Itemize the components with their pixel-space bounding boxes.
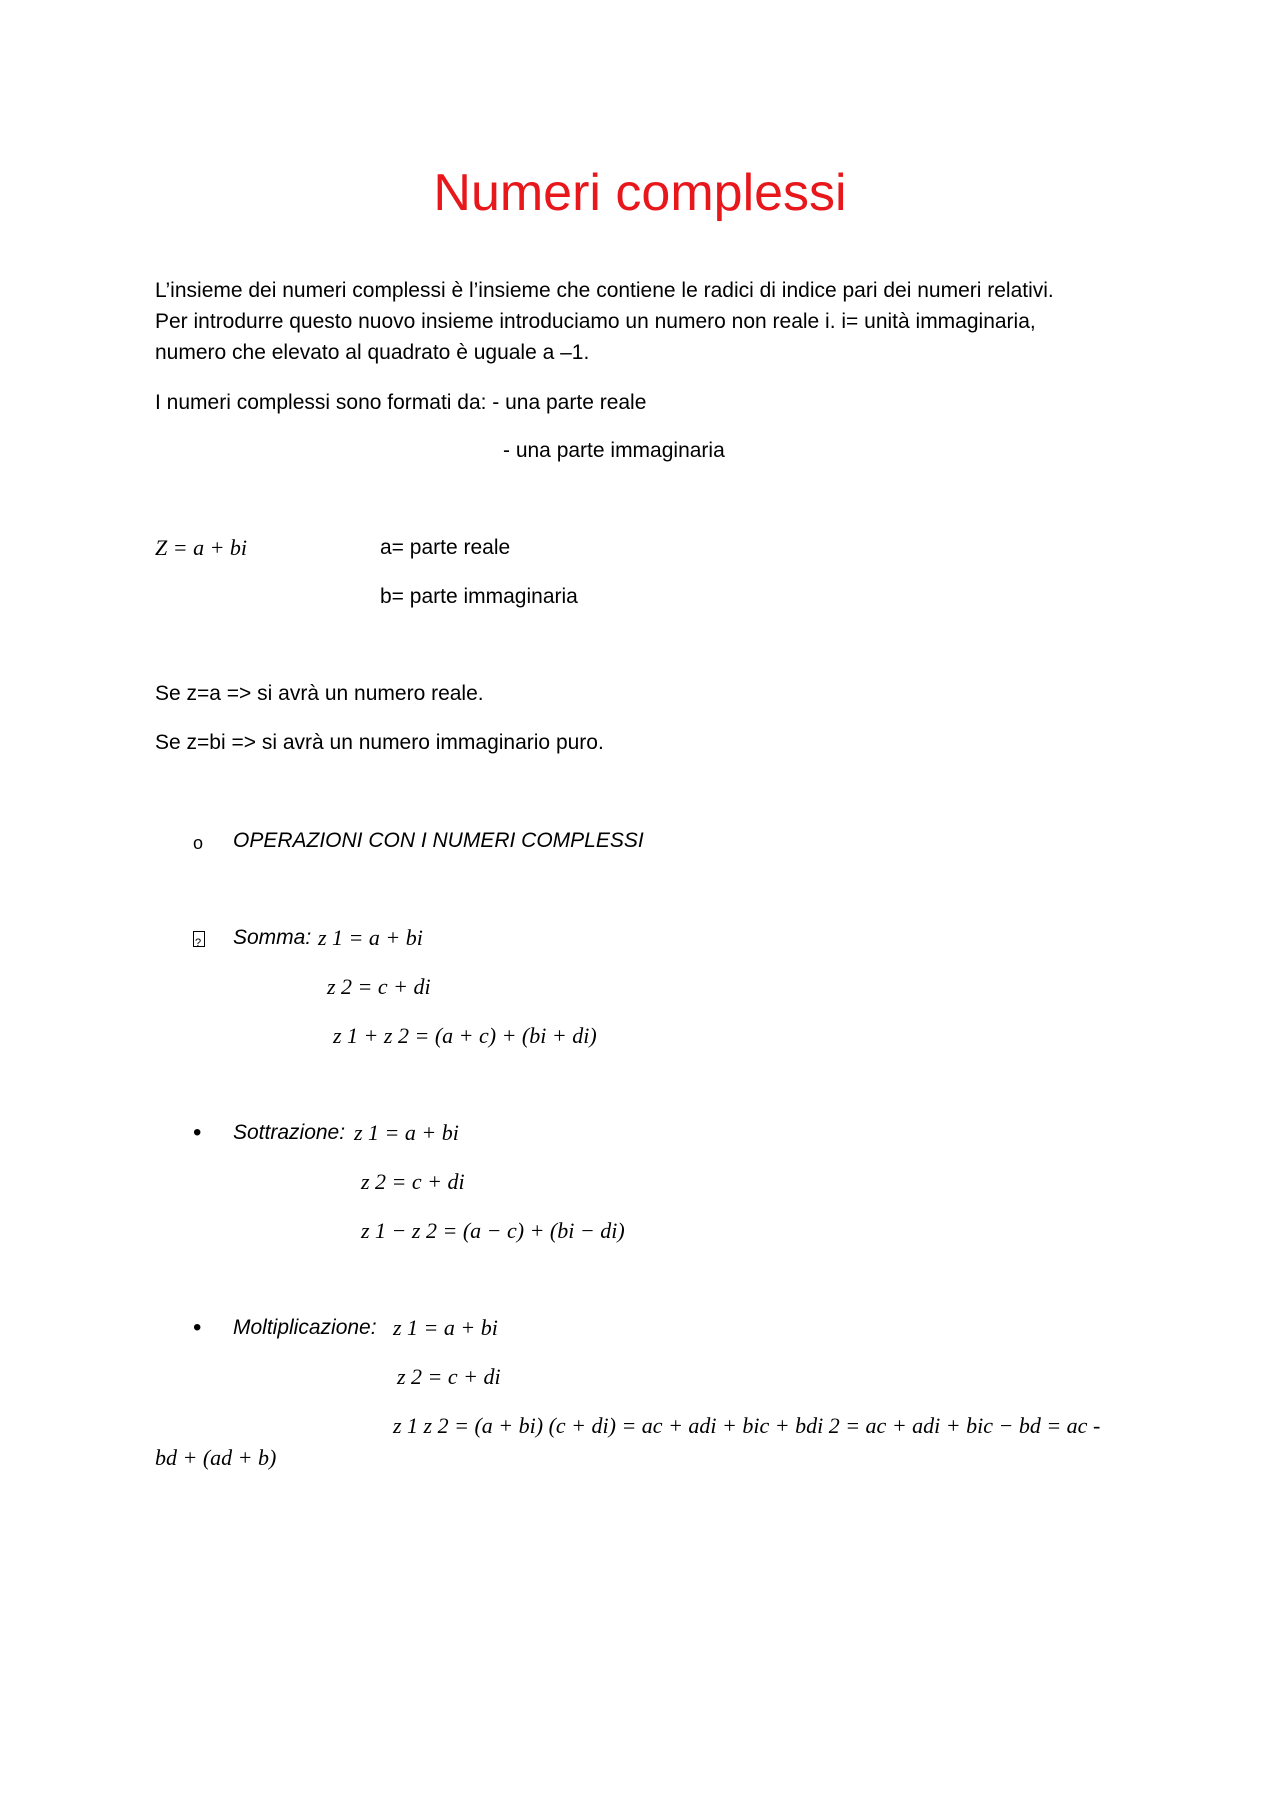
moltiplicazione-result-line-1: z 1 z 2 = (a + bi) (c + di) = ac + adi + bic + bdi 2 = ac + adi + bic − bd = ac - [393,1413,1101,1438]
sottrazione-bullet: • [193,1119,202,1146]
heading-bullet: o [193,833,204,853]
composition-lead: I numeri complessi sono formati da: - una parte reale [155,391,647,414]
moltiplicazione-result-line-2: bd + (ad + b) [155,1445,277,1470]
intro-line-2: Per introdurre questo nuovo insieme introduciamo un numero non reale i. i= unità immaginaria, [155,310,1036,333]
definition-a: a= parte reale [380,536,511,559]
somma-z1: z 1 = a + bi [318,925,423,950]
somma-z2: z 2 = c + di [327,974,431,999]
somma-label: Somma: [233,926,312,949]
definition-formula: Z = a + bi [155,535,248,560]
sottrazione-z2: z 2 = c + di [361,1169,465,1194]
missing-glyph-icon [193,931,205,947]
sottrazione-result: z 1 − z 2 = (a − c) + (bi − di) [361,1218,625,1243]
moltiplicazione-bullet: • [193,1314,202,1341]
case-real: Se z=a => si avrà un numero reale. [155,682,484,705]
sottrazione-z1: z 1 = a + bi [354,1120,459,1145]
sottrazione-label: Sottrazione: [233,1121,346,1144]
moltiplicazione-z2: z 2 = c + di [397,1364,501,1389]
case-imaginary: Se z=bi => si avrà un numero immaginario puro. [155,731,604,754]
intro-line-3: numero che elevato al quadrato è uguale a –1. [155,341,590,364]
operations-heading: OPERAZIONI CON I NUMERI COMPLESSI [233,829,644,852]
definition-b: b= parte immaginaria [380,585,578,608]
somma-bullet [193,924,205,954]
moltiplicazione-label: Moltiplicazione: [233,1316,377,1339]
somma-result: z 1 + z 2 = (a + c) + (bi + di) [333,1023,597,1048]
intro-line-1: L’insieme dei numeri complessi è l’insieme che contiene le radici di indice pari dei numeri relativi. [155,279,1054,302]
page-title: Numeri complessi [433,164,847,222]
composition-second: - una parte immaginaria [503,439,725,462]
moltiplicazione-z1: z 1 = a + bi [393,1315,498,1340]
